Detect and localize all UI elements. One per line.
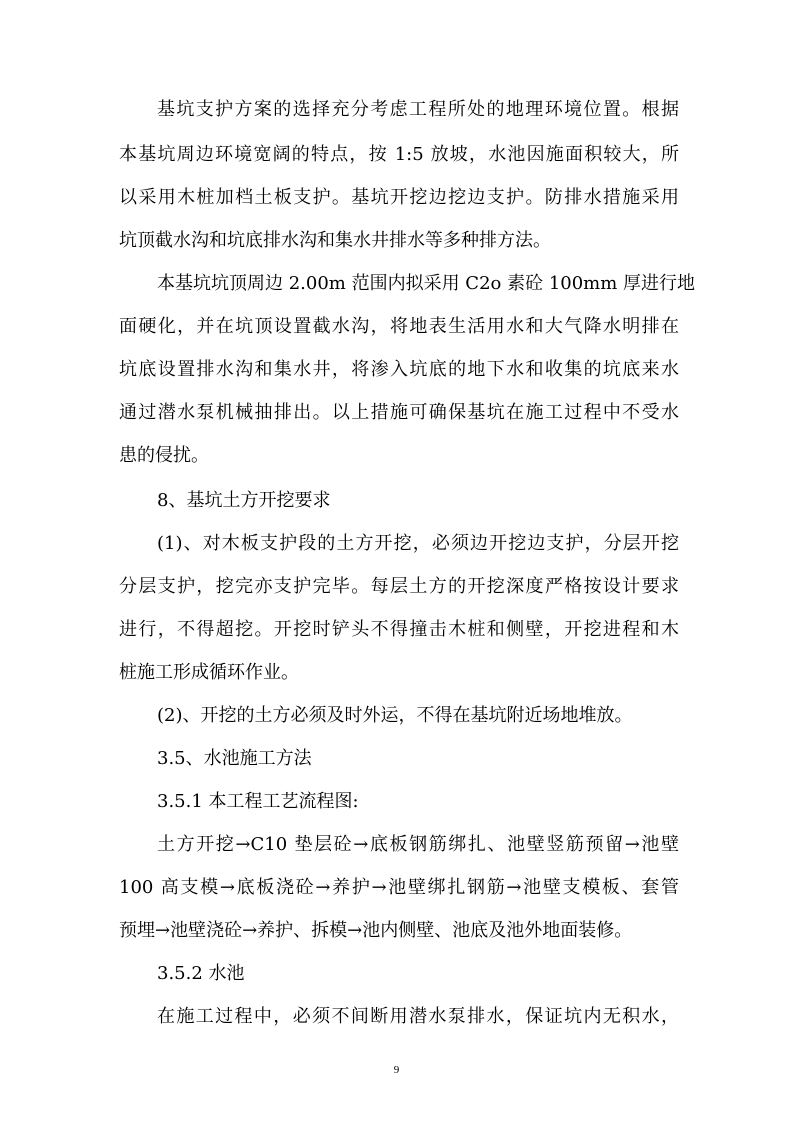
paragraph-2-line-3: 坑底设置排水沟和集水井，将渗入坑底的地下水和收集的坑底来水	[119, 359, 679, 380]
section-3-5-2-heading: 3.5.2 水池	[157, 963, 245, 984]
process-flow-line-2: 100 高支模→底板浇砼→养护→池壁绑扎钢筋→池壁支模板、套管	[119, 877, 679, 898]
paragraph-2-line-1: 本基坑坑顶周边 2.00m 范围内拟采用 C2o 素砼 100mm 厚进行地	[157, 273, 696, 294]
paragraph-1-line-1: 基坑支护方案的选择充分考虑工程所处的地理环境位置。根据	[157, 99, 679, 120]
section-3-5-heading: 3.5、水池施工方法	[157, 748, 312, 769]
paragraph-2-line-5: 患的侵扰。	[119, 445, 209, 466]
item-2-line-1: (2)、开挖的土方必须及时外运，不得在基坑附近场地堆放。	[157, 705, 633, 726]
section-8-heading: 8、基坑土方开挖要求	[157, 490, 331, 511]
paragraph-3-line-1: 在施工过程中，必须不间断用潜水泵排水，保证坑内无积水，	[157, 1006, 679, 1027]
section-3-5-1-heading: 3.5.1 本工程工艺流程图:	[157, 791, 359, 812]
process-flow-line-3: 预埋→池壁浇砼→养护、拆模→池内侧壁、池底及池外地面装修。	[119, 920, 633, 941]
paragraph-2-line-2: 面硬化，并在坑顶设置截水沟，将地表生活用水和大气降水明排在	[119, 316, 679, 337]
item-1-line-3: 进行，不得超挖。开挖时铲头不得撞击木桩和侧壁，开挖进程和木	[119, 619, 679, 640]
item-1-line-2: 分层支护，挖完亦支护完毕。每层土方的开挖深度严格按设计要求	[119, 576, 679, 597]
paragraph-1-line-3: 以采用木桩加档土板支护。基坑开挖边挖边支护。防排水措施采用	[119, 187, 679, 208]
paragraph-2-line-4: 通过潜水泵机械抽排出。以上措施可确保基坑在施工过程中不受水	[119, 402, 679, 423]
page-number: 9	[393, 1064, 400, 1076]
item-1-line-4: 桩施工形成循环作业。	[119, 662, 299, 683]
process-flow-line-1: 土方开挖→C10 垫层砼→底板钢筋绑扎、池壁竖筋预留→池壁	[157, 834, 679, 855]
paragraph-1-line-2: 本基坑周边环境宽阔的特点，按 1:5 放坡，水池因施面积较大，所	[119, 144, 679, 165]
item-1-line-1: (1)、对木板支护段的土方开挖，必须边开挖边支护，分层开挖	[157, 533, 679, 554]
paragraph-1-line-4: 坑顶截水沟和坑底排水沟和集水井排水等多种排方法。	[119, 230, 551, 251]
